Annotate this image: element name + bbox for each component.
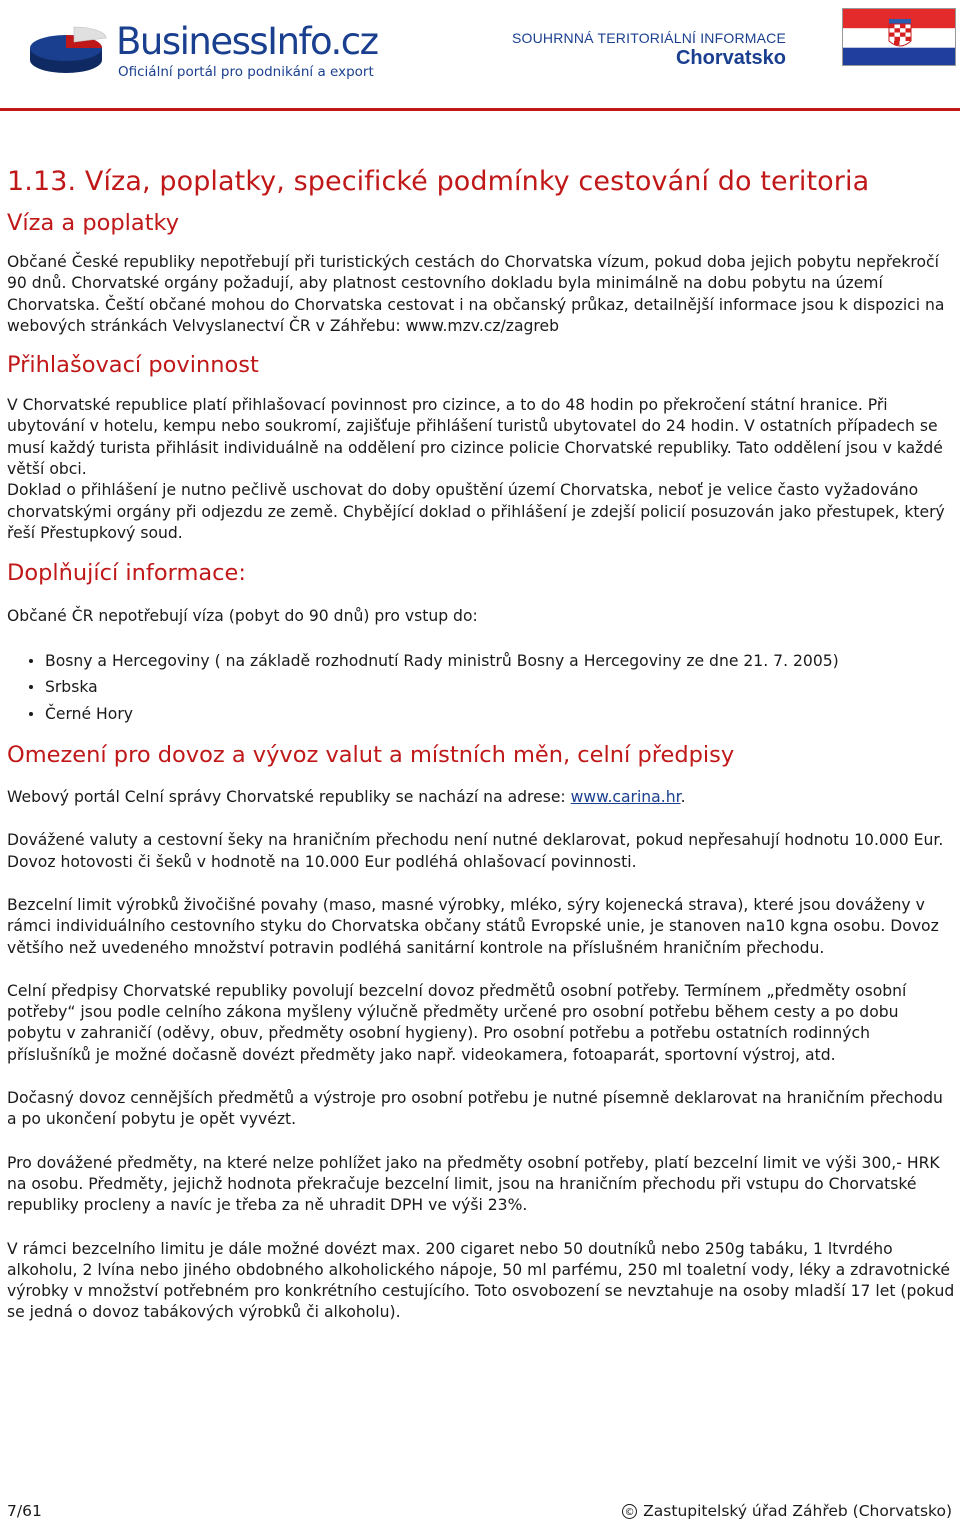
web-portal-end: . bbox=[680, 788, 686, 807]
section-label: SOUHRNNÁ TERITORIÁLNÍ INFORMACE bbox=[511, 30, 786, 46]
heading-viza-a-poplatky: Víza a poplatky bbox=[7, 210, 180, 236]
copyright-icon: © bbox=[622, 1504, 637, 1519]
paragraph-dovazene-predmety: Pro dovážené předměty, na které nelze pohlížet jako na předměty osobní potřeby, platí bezcelní limit ve výši 300,- HRK na osobu. Předměty, jejichž hodnota překračuje bezcelní limit, jsou na hraničním přechodu při vstupu do Chorvatské republiky procleny a navíc je třeba za ně uhradit DPH ve výši 23%. bbox=[7, 1153, 940, 1215]
document-type bbox=[512, 30, 786, 70]
page-title: 1.13. Víza, poplatky, specifické podmínky cestování do teritoria bbox=[7, 166, 870, 197]
country-name: Chorvatsko bbox=[675, 47, 786, 69]
paragraph-prihlasovaci-2: Doklad o přihlášení je nutno pečlivě uschovat do doby opuštění území Chorvatska, neboť je velice často vyžadováno chorvatskými orgány při odjezdu ze země. Chybějící doklad o přihlášení je zdejší policií posuzován jako přestupek, který řeší Přestupkový soud. bbox=[7, 481, 945, 542]
visa-free-countries-list bbox=[7, 648, 955, 728]
pie-chart-logo-icon bbox=[28, 24, 108, 78]
paragraph-bezcelni-limit-potraviny: Bezcelní limit výrobků živočišné povahy (maso, masné výrobky, mléko, sýry kojenecká strava), které jsou dováženy v rámci individuálního cestovního styku do Chorvatska občany států Evropské unie, je stanoven na10 kgna osobu. Dovoz většího než uvedeného množství potravin podléhá sanitární kontrole na příslušném hraničním přechodu. bbox=[7, 895, 939, 957]
footer-source-text: Zastupitelský úřad Záhřeb (Chorvatsko) bbox=[643, 1502, 952, 1520]
logo-wordmark: BusinessInfo.cz bbox=[116, 20, 378, 63]
heading-prihlasovaci-povinnost: Přihlašovací povinnost bbox=[7, 352, 259, 379]
page-footer bbox=[0, 1494, 960, 1522]
web-portal-text: Webový portál Celní správy Chorvatské republiky se nachází na adrese: bbox=[7, 788, 566, 807]
list-item: Černé Hory bbox=[45, 701, 955, 728]
list-item: Srbska bbox=[45, 674, 955, 701]
heading-omezeni-dovoz-vyvoz: Omezení pro dovoz a vývoz valut a místních měn, celní předpisy bbox=[7, 742, 735, 769]
paragraph-web-portal bbox=[7, 787, 955, 808]
heading-doplnujici-informace: Doplňující informace: bbox=[7, 560, 246, 587]
businessinfo-logo[interactable] bbox=[28, 22, 388, 82]
paragraph-doplnujici: Občané ČR nepotřebují víza (pobyt do 90 dnů) pro vstup do: bbox=[7, 607, 478, 626]
logo-tagline: Oficiální portál pro podnikání a export bbox=[118, 64, 374, 80]
paragraph-celni-predpisy: Celní předpisy Chorvatské republiky povolují bezcelní dovoz předmětů osobní potřeby. Termínem „předměty osobní potřeby“ jsou podle celního zákona myšleny výlučně předměty určené pro osobní potřebu během cesty a po dobu pobytu v zahraničí (oděvy, obuv, předměty osobní hygieny). Pro osobní potřebu a potřebu ostatních rodinných příslušníků je možné dočasně dovézt předměty jako např. videokamera, fotoaparát, sportovní výstroj, atd. bbox=[7, 981, 907, 1064]
croatia-flag-icon bbox=[842, 8, 956, 66]
carina-link[interactable]: www.carina.hr bbox=[570, 788, 681, 807]
paragraph-prihlasovaci-1: V Chorvatské republice platí přihlašovací povinnost pro cizince, a to do 48 hodin po překročení státní hranice. Při ubytování v hotelu, kempu nebo soukromí, zajišťuje přihlášení turistů ubytovatel do 24 hodin. V ostatních případech se musí každý turista přihlásit individuálně na oddělení pro cizince policie Chorvatské republiky. Tato oddělení jsou v každé větší obci. bbox=[7, 396, 943, 479]
header-divider bbox=[0, 108, 960, 111]
page-number: 7/61 bbox=[7, 1502, 42, 1520]
page-header bbox=[0, 0, 960, 110]
list-item: Bosny a Hercegoviny ( na základě rozhodnutí Rady ministrů Bosny a Hercegoviny ze dne 21. 7. 2005) bbox=[45, 648, 955, 675]
paragraph-viza: Občané České republiky nepotřebují při turistických cestách do Chorvatska vízum, pokud doba jejich pobytu nepřekročí 90 dnů. Chorvatské orgány požadují, aby platnost cestovního dokladu byla minimálně na dobu pobytu na území Chorvatska. Čeští občané mohou do Chorvatska cestovat i na občanský průkaz, detailnější informace jsou k dispozici na webových stránkách Velvyslanectví ČR v Záhřebu: www.mzv.cz/zagreb bbox=[7, 253, 945, 335]
paragraph-valuty: Dovážené valuty a cestovní šeky na hraničním přechodu není nutné deklarovat, pokud nepřesahují hodnotu 10.000 Eur. Dovoz hotovosti či šeků v hodnotě na 10.000 Eur podléhá ohlašovací povinnosti. bbox=[7, 831, 944, 871]
paragraph-docasny-dovoz: Dočasný dovoz cennějších předmětů a výstroje pro osobní potřebu je nutné písemně deklarovat na hraničním přechodu a po ukončení pobytu je opět vyvézt. bbox=[7, 1089, 943, 1129]
article bbox=[7, 166, 955, 1324]
footer-source bbox=[622, 1502, 952, 1520]
paragraph-bezcelni-limit-tabak-alkohol: V rámci bezcelního limitu je dále možné dovézt max. 200 cigaret nebo 50 doutníků nebo 250g tabáku, 1 ltvrdého alkoholu, 2 lvína nebo jiného obdobného alkoholického nápoje, 50 ml parfému, 250 ml toaletní vody, léky a zdravotnické výrobky v množství potřebném pro konkrétního cestujícího. Toto osvobození se nevztahuje na osoby mladší 17 let (pokud se jedná o dovoz tabákových výrobků či alkoholu). bbox=[7, 1239, 955, 1322]
